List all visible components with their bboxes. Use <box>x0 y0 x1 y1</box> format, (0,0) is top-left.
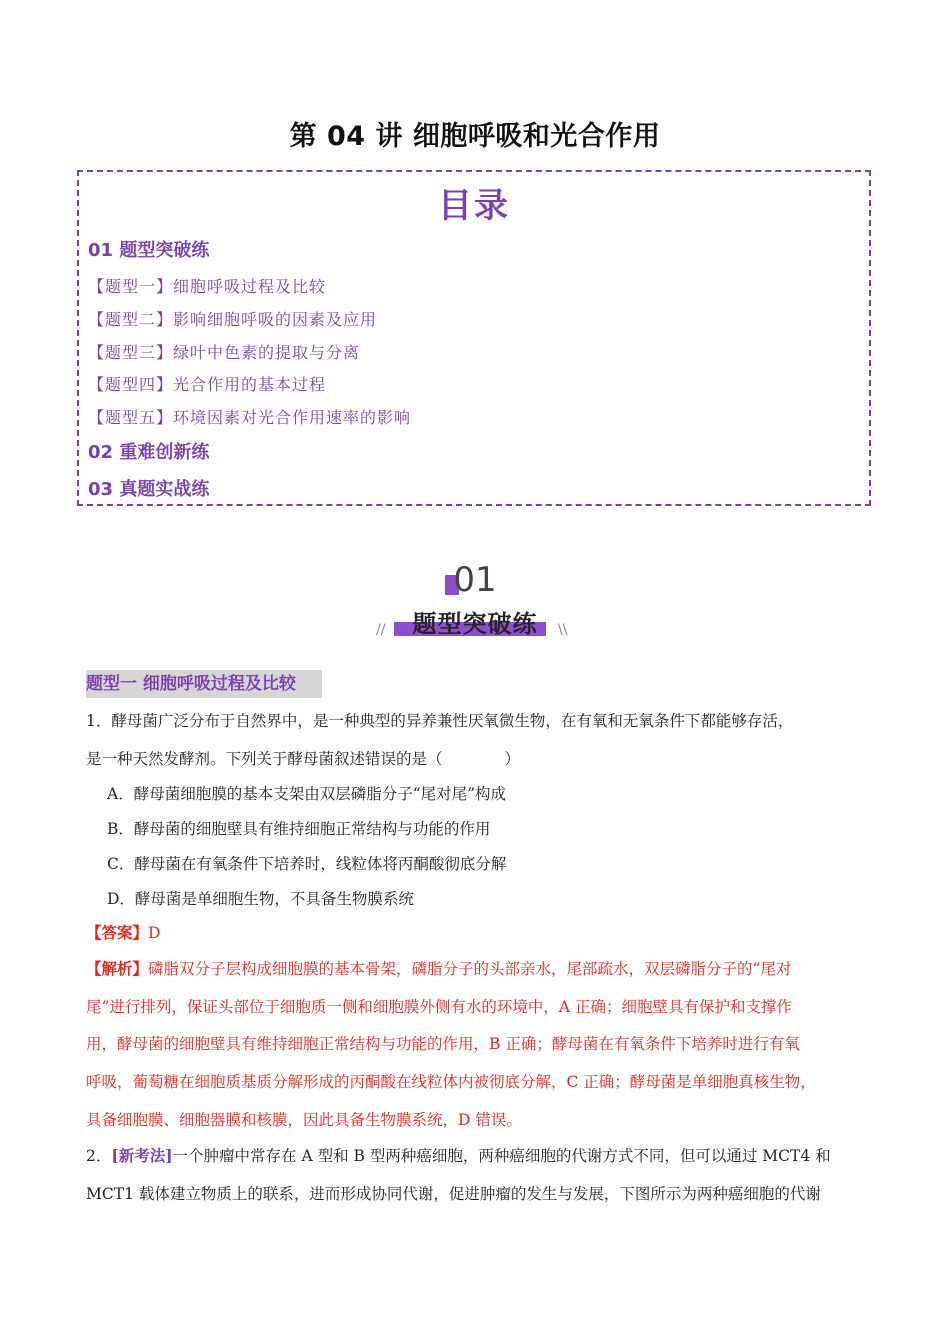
q1-analysis-line-1 <box>86 959 791 979</box>
banner-number: 01 <box>453 560 497 600</box>
toc-section-02[interactable]: 02 重难创新练 <box>88 442 210 463</box>
toc-section-03[interactable]: 03 真题实战练 <box>88 479 210 500</box>
answer-value: D <box>148 924 161 942</box>
toc-item-type-1[interactable]: 【题型一】细胞呼吸过程及比较 <box>88 277 327 296</box>
toc-section-01[interactable]: 01 题型突破练 <box>88 240 210 261</box>
q1-option-d: D．酵母菌是单细胞生物，不具备生物膜系统 <box>107 890 414 908</box>
q1-option-a: A．酵母菌细胞膜的基本支架由双层磷脂分子“尾对尾”构成 <box>107 785 507 803</box>
q1-answer <box>86 923 160 943</box>
toc-item-type-4[interactable]: 【题型四】光合作用的基本过程 <box>88 375 327 394</box>
q1-option-b: B．酵母菌的细胞壁具有维持细胞正常结构与功能的作用 <box>107 820 491 838</box>
banner-title: 题型突破练 <box>412 610 538 638</box>
q1-stem-line-2: 是一种天然发酵剂。下列关于酵母菌叙述错误的是（ ） <box>86 750 521 768</box>
q2-number: 2． <box>86 1147 112 1165</box>
table-of-contents <box>77 170 871 506</box>
answer-tag: 【答案】 <box>86 923 149 942</box>
section-banner <box>370 560 580 644</box>
q2-stem-line-2: MCT1 载体建立物质上的联系，进而形成协同代谢，促进肿瘤的发生与发展，下图所示为两种癌细胞的代谢 <box>86 1185 821 1203</box>
analysis-text: 磷脂双分子层构成细胞膜的基本骨架，磷脂分子的头部亲水，尾部疏水，双层磷脂分子的“尾对 <box>148 960 792 978</box>
q1-analysis-line-4: 呼吸，葡萄糖在细胞质基质分解形成的丙酮酸在线粒体内被彻底分解，C 正确；酵母菌是单细胞真核生物， <box>86 1073 816 1091</box>
q1-option-c: C．酵母菌在有氧条件下培养时，线粒体将丙酮酸彻底分解 <box>107 855 507 873</box>
page-title: 第 04 讲 细胞呼吸和光合作用 <box>289 121 661 152</box>
q2-stem-line-1 <box>86 1146 831 1166</box>
q1-analysis-line-3: 用，酵母菌的细胞壁具有维持细胞正常结构与功能的作用，B 正确；酵母菌在有氧条件下培养时进行有氧 <box>86 1035 800 1053</box>
question-type-header: 题型一 细胞呼吸过程及比较 <box>86 670 322 698</box>
banner-deco-left: // <box>376 622 386 638</box>
q2-tag: [新考法] <box>111 1146 173 1165</box>
q1-analysis-line-5: 具备细胞膜、细胞器膜和核膜，因此具备生物膜系统，D 错误。 <box>86 1111 522 1129</box>
analysis-tag: 【解析】 <box>86 959 149 978</box>
toc-heading: 目录 <box>438 186 510 226</box>
q1-analysis-line-2: 尾”进行排列，保证头部位于细胞质一侧和细胞膜外侧有水的环境中，A 正确；细胞壁具有保护和支撑作 <box>86 998 793 1016</box>
toc-item-type-5[interactable]: 【题型五】环境因素对光合作用速率的影响 <box>88 408 412 427</box>
q1-stem-line-1: 1．酵母菌广泛分布于自然界中，是一种典型的异养兼性厌氧微生物，在有氧和无氧条件下都能够存活， <box>86 712 794 730</box>
q2-text: 一个肿瘤中常存在 A 型和 B 型两种癌细胞，两种癌细胞的代谢方式不同，但可以通过 MCT4 和 <box>172 1147 831 1165</box>
banner-deco-right: \\ <box>558 622 568 638</box>
toc-item-type-3[interactable]: 【题型三】绿叶中色素的提取与分离 <box>88 343 361 362</box>
toc-item-type-2[interactable]: 【题型二】影响细胞呼吸的因素及应用 <box>88 310 378 329</box>
